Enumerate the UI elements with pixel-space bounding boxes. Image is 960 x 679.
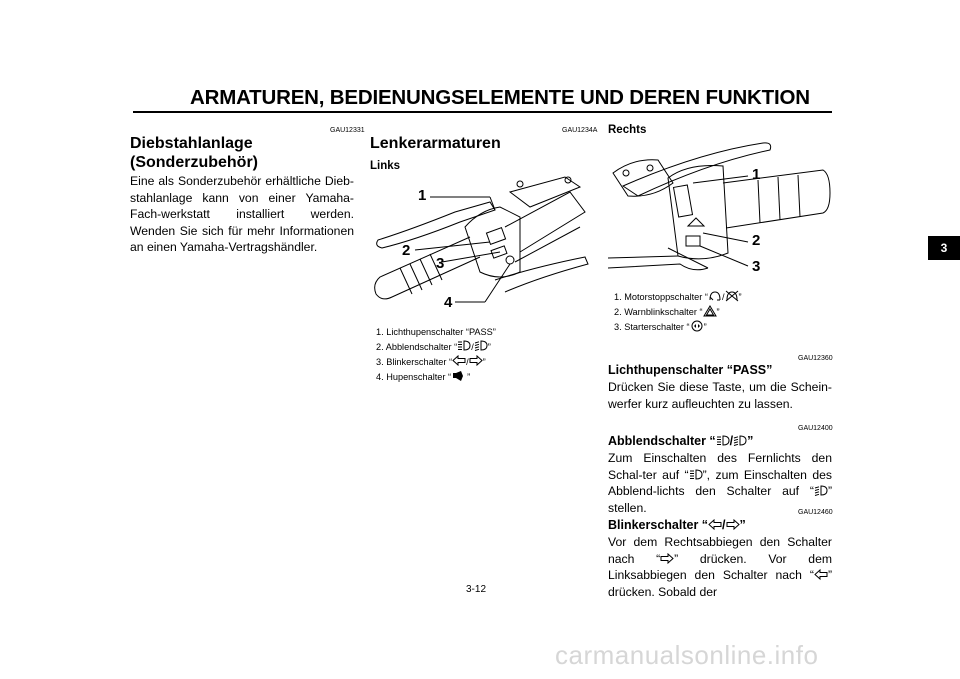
section-body: Drücken Sie diese Taste, um die Schein-werfer kurz aufleuchten zu lassen.: [608, 380, 832, 411]
figure-subtitle-right: Rechts: [608, 124, 647, 136]
callout-1: 1: [752, 166, 761, 183]
callout-1: 1: [418, 187, 427, 204]
caption-item: 2. Warnblinkschalter “ ”: [614, 307, 720, 317]
section-code: GAU12400: [798, 425, 833, 432]
section-title-line1: Diebstahlanlage: [130, 135, 253, 152]
callout-2: 2: [402, 242, 411, 259]
caption-item: 1. Motorstoppschalter “ / ”: [614, 292, 742, 302]
right-handlebar-figure: [608, 138, 833, 283]
caption-item: 2. Abblendschalter “ / ”: [376, 342, 491, 352]
figure-subtitle-left: Links: [370, 160, 401, 172]
turn-right-icon: [726, 519, 740, 531]
low-beam-icon: [474, 340, 488, 352]
section-heading: Lichthupenschalter “PASS”: [608, 363, 773, 377]
low-beam-icon: [814, 485, 828, 497]
turn-left-icon: [452, 355, 466, 367]
watermark: carmanualsonline.info: [555, 640, 819, 670]
section-body: Vor dem Rechtsabbiegen den Schalter nach “ ” drücken. Vor dem Linksabbiegen den Schalter nach “ ” drücken. Sobald der: [608, 535, 833, 599]
caption-item: 1. Lichthupenschalter “PASS”: [376, 327, 496, 337]
section-body: Eine als Sonderzubehör erhältliche Dieb-stahlanlage kann von einer Yamaha-Fach-werkstatt installiert werden. Wenden Sie sich für mehr Informationen an einen Yamaha-Vertragshändler.: [130, 174, 354, 255]
caption-item: 3. Blinkerschalter “ / ”: [376, 357, 486, 367]
caption-item: 3. Starterschalter “ ”: [614, 322, 707, 332]
callout-3: 3: [436, 255, 445, 272]
section-code: GAU12331: [330, 127, 365, 134]
high-beam-icon: [457, 340, 471, 352]
section-heading: Blinkerschalter “ / ”: [608, 518, 746, 532]
hazard-icon: [703, 305, 717, 317]
high-beam-icon: [716, 435, 730, 447]
high-beam-icon: [689, 469, 703, 481]
horn-icon: [451, 370, 467, 382]
callout-3: 3: [752, 258, 761, 275]
turn-left-icon: [708, 519, 722, 531]
section-body: Zum Einschalten des Fernlichts den Schal-ter auf “ ”, zum Einschalten des Abblend-lichts den Schalter auf “ ” stellen.: [608, 451, 832, 515]
page-number: 3-12: [466, 584, 487, 595]
section-code: GAU12360: [798, 355, 833, 362]
section-code: GAU12460: [798, 509, 833, 516]
turn-right-icon: [469, 355, 483, 367]
engine-run-icon: [708, 290, 722, 302]
engine-stop-icon: [725, 290, 739, 302]
section-title-line2: (Sonderzubehör): [130, 154, 258, 171]
section-code: GAU1234A: [562, 127, 598, 134]
figure-caption-right: [614, 290, 742, 335]
callout-4: 4: [444, 294, 453, 311]
section-heading: Abblendschalter “ / ”: [608, 434, 754, 448]
callout-2: 2: [752, 232, 761, 249]
low-beam-icon: [733, 435, 747, 447]
caption-item: 4. Hupenschalter “ ”: [376, 372, 471, 382]
header-rule: [133, 111, 832, 113]
starter-icon: [690, 320, 704, 332]
turn-left-icon: [814, 569, 828, 581]
section-title: Lenkerarmaturen: [370, 135, 501, 152]
figure-caption-left: [376, 325, 496, 385]
chapter-tab: 3: [928, 236, 960, 260]
page-header-title: ARMATUREN, BEDIENUNGSELEMENTE UND DEREN FUNKTION: [190, 86, 810, 109]
turn-right-icon: [660, 553, 674, 565]
